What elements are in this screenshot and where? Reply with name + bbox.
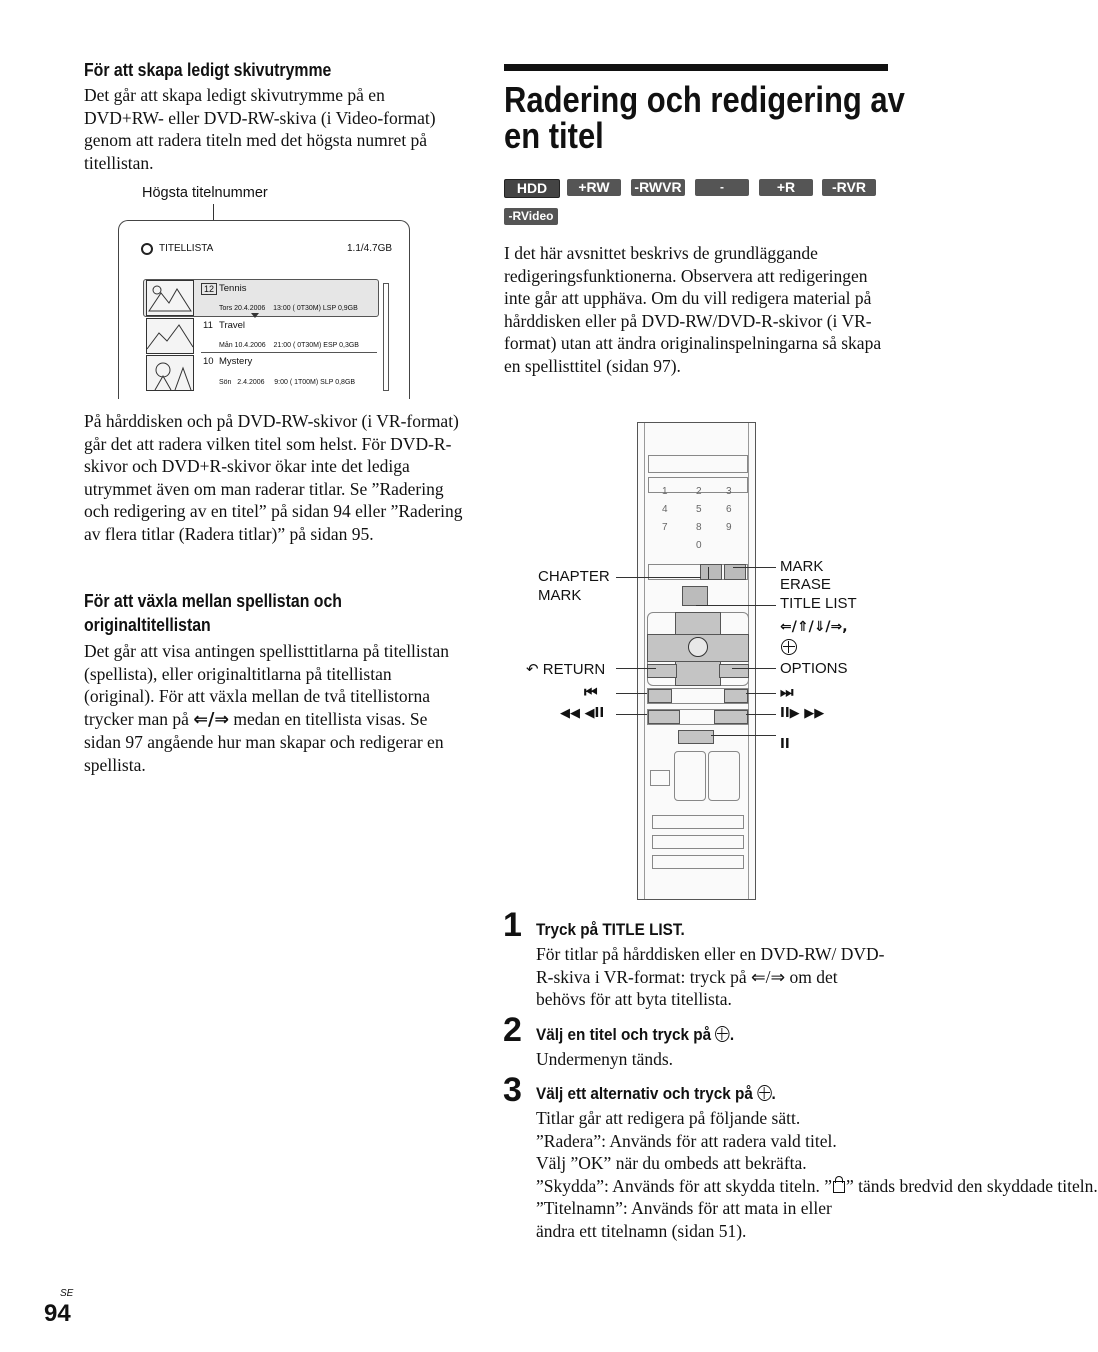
callout-label: Högsta titelnummer [142,185,268,201]
badge-r-vr: -RVR [822,179,876,196]
paragraph-erase-info: På hårddisken och på DVD-RW-skivor (i VR-format) går det att radera vilken titel som helst. För DVD-R-skivor och DVD+R-skivor ökar inte det lediga utrymmet även om man raderar titlar. Se ”Radering och redigering av en titel” på sidan 94 eller ”Radering av flera titlar (Radera titlar)” på sidan 95. [84,411,463,544]
titlelist-row-number: 10 [203,356,214,367]
step3-intro: Titlar går att redigera på följande sätt. [536,1108,801,1128]
leader-chapter-mark [616,577,701,578]
enter-icon [757,1085,771,1101]
enter-icon [715,1026,729,1042]
badge-r-video: -RVideo [504,208,558,225]
label-pause-icon: II [780,737,790,752]
titlelist-row-number: 11 [203,320,213,331]
remote-mark-button[interactable] [700,564,722,580]
label-title-list: TITLE LIST [780,595,857,612]
leader-prev [616,693,647,694]
lock-icon [833,1181,845,1193]
leader-mark [733,567,776,568]
step-title-text: Välj en titel och tryck på [536,1025,712,1044]
leader-pause [711,735,776,736]
title-rule [504,64,888,71]
step-title: Välj en titel och tryck på . [536,1025,735,1044]
thumbnail-tennis [146,280,194,316]
leader-mark-v [708,567,709,579]
disc-icon [141,243,153,255]
step3-line-text: ” tänds bredvid den skyddade titeln. [845,1175,1098,1196]
titlelist-capacity: 1.1/4.7GB [347,243,393,254]
return-icon: ↶ [526,660,539,678]
label-rewind-icon: ◀◀ ◀II [560,706,605,721]
page-number: 94 [44,1300,71,1327]
section-heading-switch-line1: För att växla mellan spellistan och [84,591,342,611]
leader-return [616,668,656,669]
step-number: 3 [503,1071,522,1109]
leader-options [732,668,776,669]
paragraph-switch-part2: medan en titellista visas. Se sidan 97 angående hur man skapar och redigerar en spellista. [84,708,444,775]
titlelist-row-info: Mån 10.4.2006 21:00 ( 0T30M) ESP 0,3GB [219,342,359,349]
label-chapter-mark: MARK [538,587,582,604]
titlelist-row-info: Sön 2.4.2006 9:00 ( 1T00M) SLP 0,8GB [219,379,356,386]
badge-plus-rw: +RW [567,179,621,196]
remote-number-pad: 1 2 3 4 5 6 7 8 9 0 [662,486,732,551]
paragraph-switch [84,640,462,776]
titlelist-row-name: Travel [219,320,246,331]
step-body: För titlar på hårddisken eller en DVD-RW/ DVD-R-skiva i VR-format: tryck på ⇐/⇒ om det behövs för att byta titellista. [536,944,885,1009]
remote-prev-button[interactable] [648,689,672,703]
badge-hdd: HDD [504,179,560,198]
page-title-line2: en titel [504,115,604,156]
remote-enter-button[interactable] [688,637,708,657]
remote-bottom-row1 [652,815,744,829]
remote-volume-rocker [674,751,706,801]
remote-bottom-row3 [652,855,744,869]
section-heading-free-space: För att skapa ledigt skivutrymme [84,60,332,80]
label-arrows: ⇐/⇑/⇓/⇒, [780,619,848,635]
step3-line: ändra ett titelnamn (sidan 51). [536,1220,747,1241]
left-right-arrow-icon: ⇐/⇒ [193,709,230,730]
remote-bottom-row2 [652,835,744,849]
remote-control-illustration [637,422,756,900]
step-number: 2 [503,1011,522,1049]
paragraph-free-space: Det går att skapa ledigt skivutrymme på en DVD+RW- eller DVD-RW-skiva (i Video-format) genom att radera titeln med det högsta numret på titellistan. [84,85,436,173]
remote-side-button [650,770,670,786]
label-return [526,660,605,679]
thumbnail-mystery [146,355,194,391]
titlelist-scrollbar[interactable] [383,283,389,391]
step3-line-protect [536,1175,1098,1198]
label-forward-icon: II▶ ▶▶ [780,706,825,721]
footer-language: SE [60,1288,74,1299]
remote-title-list-button[interactable] [682,586,708,606]
step-number: 1 [503,906,522,944]
page-title-line1: Radering och redigering av [504,79,905,120]
remote-top-panel [648,455,748,473]
titlelist-row-name: Tennis [219,283,247,294]
label-return-text: RETURN [542,661,606,678]
remote-channel-rocker [708,751,740,801]
step3-line: ”Titelnamn”: Används för att mata in eller [536,1198,832,1218]
label-chapter: CHAPTER [538,568,610,585]
remote-next-button[interactable] [724,689,748,703]
titlelist-row-number: 12 [201,283,217,295]
titlelist-screenshot [118,220,410,399]
step3-line: ”Radera”: Används för att radera vald titel. [536,1130,837,1151]
step-title: Tryck på TITLE LIST. [536,920,685,939]
label-prev-icon: ⏮ [584,683,598,701]
step-title: Välj ett alternativ och tryck på . [536,1084,776,1103]
leader-forward [746,714,776,715]
remote-pause-button[interactable] [678,730,714,744]
label-next-icon: ⏭ [780,683,794,701]
leader-title-list [696,605,776,606]
titlelist-header: TITELLISTA [159,243,214,254]
leader-next [746,693,776,694]
label-erase: ERASE [780,576,831,593]
leader-rewind [616,714,647,715]
step-title-text: Välj ett alternativ och tryck på [536,1084,753,1103]
remote-return-button[interactable] [647,664,677,678]
step3-line: Välj ”OK” när du ombeds att bekräfta. [536,1153,807,1173]
badge-rw-vr: -RWVR [631,179,685,196]
badge-plus-r: +R [759,179,813,196]
intro-paragraph: I det här avsnittet beskrivs de grundläggande redigeringsfunktionerna. Observera att redigeringen inte går att upphäva. Om du vill redigera material på hårddisken eller på DVD-RW/DVD-R-skivor (i VR-format) utan att ändra originalinspelningarna så skapa en spellisttitel (sidan 97). [504,243,882,376]
section-heading-switch-line2: originaltitellistan [84,615,211,635]
label-mark: MARK [780,558,824,575]
enter-icon [781,639,797,658]
badge-rw-video: -RWVideo [695,180,749,211]
step-body: Undermenyn tänds. [536,1049,674,1069]
paragraph-switch-part1: Det går att visa antingen spellisttitlarna på titellistan (spellista), eller originaltitlarna på titellistan (original). För att växla mellan de två titellistorna trycker man på [84,641,449,729]
remote-forward-button[interactable] [714,710,748,724]
step-body [536,1107,1098,1242]
remote-rewind-button[interactable] [648,710,680,724]
titlelist-row-info: Tors 20.4.2006 13:00 ( 0T30M) LSP 0,9GB [219,305,358,312]
divider [201,352,377,353]
titlelist-row-name: Mystery [219,356,253,367]
chevron-down-icon [251,313,259,318]
thumbnail-travel [146,318,194,354]
remote-options-button[interactable] [719,664,749,678]
label-options: OPTIONS [780,660,848,677]
step3-line-text: ”Skydda”: Används för att skydda titeln. ” [536,1175,832,1196]
